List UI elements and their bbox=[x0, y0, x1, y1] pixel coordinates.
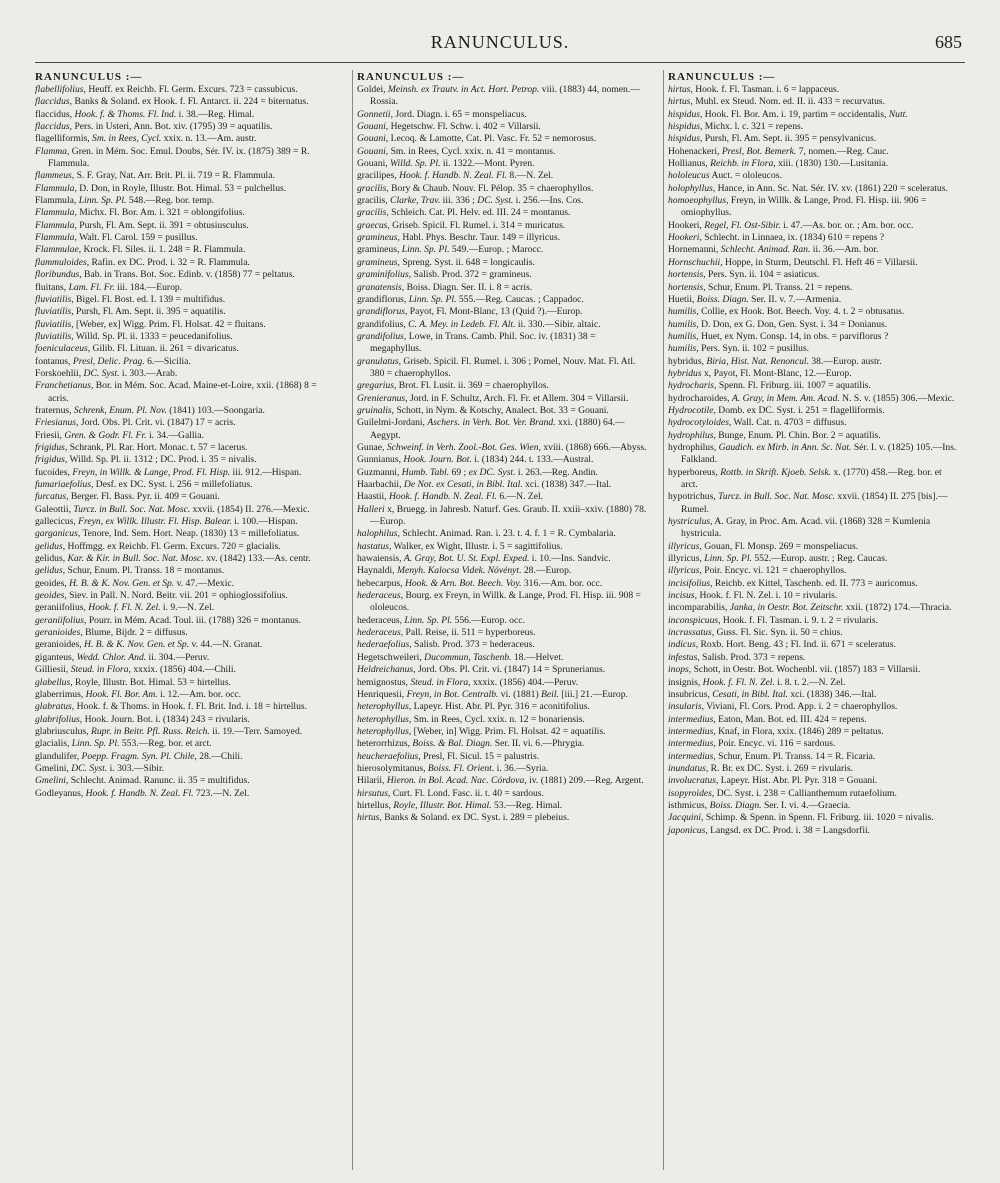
list-item: hederaceus, Pall. Reise, ii. 511 = hyperboreus. bbox=[357, 627, 536, 639]
list-item: Hornschuchii, Hoppe, in Sturm, Deutschl. Fl. Heft 46 = Villarsii. bbox=[668, 256, 918, 268]
list-item: gruinalis, Schott, in Nym. & Kotschy, Analect. Bot. 33 = Gouani. bbox=[357, 404, 609, 416]
list-item: insignis, Hook. f. Fl. N. Zel. i. 8. t. 2.—N. Zel. bbox=[668, 676, 846, 688]
column-heading: RANUNCULUS :— bbox=[35, 71, 143, 83]
list-item: illyricus, Poir. Encyc. vi. 121 = chaerophyllos. bbox=[668, 565, 847, 577]
list-item: geranioides, Blume, Bijdr. 2 = diffusus. bbox=[35, 627, 188, 639]
list-item: hirsutus, Curt. Fl. Lond. Fasc. ii. t. 40 = sardous. bbox=[357, 787, 544, 799]
list-item: gracilis, Clarke, Trav. iii. 336 ; DC. Syst. i. 256.—Ins. Cos. bbox=[357, 195, 584, 207]
list-item: hololeucus Auct. = ololeucos. bbox=[668, 170, 782, 182]
list-item: hydrophilus, Bunge, Enum. Pl. Chin. Bor. 2 = aquatilis. bbox=[668, 429, 881, 441]
list-item: insularis, Viviani, Fl. Cors. Prod. App. i. 2 = chaerophyllos. bbox=[668, 701, 898, 713]
list-item: graecus, Griseb. Spicil. Fl. Rumel. i. 314 = muricatus. bbox=[357, 219, 566, 231]
list-item: fluviatilis, Willd. Sp. Pl. ii. 1333 = peucedanifolius. bbox=[35, 330, 233, 342]
list-item: hederaceus, Bourg. ex Freyn, in Willk. & Lange, Prod. Fl. Hisp. iii. 908 = ololeucos. bbox=[357, 590, 641, 614]
list-item: Forskoehlii, DC. Syst. i. 303.—Arab. bbox=[35, 367, 178, 379]
column-3 bbox=[663, 70, 958, 1170]
list-item: indicus, Roxb. Hort. Beng. 43 ; Fl. Ind. ii. 671 = sceleratus. bbox=[668, 639, 896, 651]
list-item: gramineus, Spreng. Syst. ii. 648 = longicaulis. bbox=[357, 256, 535, 268]
list-item: Hegetschweileri, Ducommun, Taschenb. 18.—Helvet. bbox=[357, 651, 564, 663]
list-item: gramineus, Linn. Sp. Pl. 549.—Europ. ; Marocc. bbox=[357, 244, 544, 256]
list-item: gelidus, Kar. & Kir. in Bull. Soc. Nat. Mosc. xv. (1842) 133.—As. centr. bbox=[35, 553, 311, 565]
list-item: glacialis, Linn. Sp. Pl. 553.—Reg. bor. et arct. bbox=[35, 738, 212, 750]
list-item: hypotrichus, Turcz. in Bull. Soc. Nat. Mosc. xxvii. (1854) II. 275 [bis].—Rumel. bbox=[668, 491, 948, 515]
list-item: flammeus, S. F. Gray, Nat. Arr. Brit. Pl. ii. 719 = R. Flammula. bbox=[35, 170, 275, 182]
list-item: Haastii, Hook. f. Handb. N. Zeal. Fl. 6.—N. Zel. bbox=[357, 491, 544, 503]
list-item: hederaefolius, Salisb. Prod. 373 = hederaceus. bbox=[357, 639, 535, 651]
column-heading: RANUNCULUS :— bbox=[668, 71, 776, 83]
list-item: Heldreichanus, Jord. Obs. Pl. Crit. vi. (1847) 14 = Sprunerianus. bbox=[357, 664, 606, 676]
entry-list bbox=[357, 84, 647, 825]
list-item: incisifolius, Reichb. ex Kittel, Taschenb. ed. II. 773 = auricomus. bbox=[668, 577, 918, 589]
list-item: hortensis, Schur, Enum. Pl. Transs. 21 = repens. bbox=[668, 281, 853, 293]
list-item: hirtus, Muhl. ex Steud. Nom. ed. II. ii. 433 = recurvatus. bbox=[668, 96, 885, 108]
list-item: hispidus, Michx. l. c. 321 = repens. bbox=[668, 121, 804, 133]
list-item: Hilarii, Hieron. in Bol. Acad. Nac. Córdova, iv. (1881) 209.—Reg. Argent. bbox=[357, 775, 644, 787]
list-item: flaccidus, Pers. in Usteri, Ann. Bot. xiv. (1795) 39 = aquatilis. bbox=[35, 121, 273, 133]
list-item: humilis, Huet, ex Nym. Consp. 14, in obs. = parviflorus ? bbox=[668, 330, 889, 342]
list-item: Flammula, Michx. Fl. Bor. Am. i. 321 = oblongifolius. bbox=[35, 207, 245, 219]
list-item: geoides, H. B. & K. Nov. Gen. et Sp. v. 47.—Mexic. bbox=[35, 577, 235, 589]
list-item: glabratus, Hook. f. & Thoms. in Hook. f. Fl. Brit. Ind. i. 18 = hirtellus. bbox=[35, 701, 308, 713]
list-item: infestus, Salisb. Prod. 373 = repens. bbox=[668, 651, 806, 663]
list-item: geraniifolius, Hook. f. Fl. N. Zel. i. 9.—N. Zel. bbox=[35, 602, 215, 614]
list-item: humilis, Pers. Syn. ii. 102 = pusillus. bbox=[668, 343, 810, 355]
list-item: heterophyllus, Lapeyr. Hist. Abr. Pl. Pyr. 316 = aconitifolius. bbox=[357, 701, 590, 713]
list-item: Flammula, Pursh, Fl. Am. Sept. ii. 391 = obtusiusculus. bbox=[35, 219, 249, 231]
list-item: furcatus, Berger. Fl. Bass. Pyr. ii. 409 = Gouani. bbox=[35, 491, 220, 503]
list-item: Franchetianus, Bor. in Mém. Soc. Acad. Maine-et-Loire, xxii. (1868) 8 = acris. bbox=[35, 380, 317, 404]
list-item: gracilipes, Hook. f. Handb. N. Zeal. Fl. 8.—N. Zel. bbox=[357, 170, 554, 182]
list-item: fumariaefolius, Desf. ex DC. Syst. i. 256 = millefoliatus. bbox=[35, 479, 253, 490]
page-number: 685 bbox=[935, 32, 962, 52]
list-item: intermedius, Knaf, in Flora, xxix. (1846) 289 = peltatus. bbox=[668, 725, 884, 737]
list-item: fluviatilis, Bigel. Fl. Bost. ed. I. 139 = multifidus. bbox=[35, 293, 226, 305]
list-item: hastatus, Walker, ex Wight, Illustr. i. 5 = sagittifolius. bbox=[357, 540, 563, 552]
header-rule bbox=[35, 62, 965, 63]
list-item: floribundus, Bab. in Trans. Bot. Soc. Edinb. v. (1858) 77 = peltatus. bbox=[35, 269, 295, 281]
list-item: Gonnetii, Jord. Diagn. i. 65 = monspeliacus. bbox=[357, 108, 527, 120]
list-item: fraternus, Schrenk, Enum. Pl. Nov. (1841) 103.—Soongaria. bbox=[35, 404, 265, 416]
list-item: insubricus, Cesati, in Bibl. Ital. xci. (1838) 346.—Ital. bbox=[668, 688, 877, 700]
list-item: illyricus, Gouan, Fl. Monsp. 269 = monspeliacus. bbox=[668, 540, 859, 552]
list-item: Hollianus, Reichb. in Flora, xiii. (1830) 130.—Lusitania. bbox=[668, 158, 889, 170]
list-item: Friesii, Gren. & Godr. Fl. Fr. i. 34.—Gallia. bbox=[35, 429, 204, 441]
list-item: incrassatus, Guss. Fl. Sic. Syn. ii. 50 = chius. bbox=[668, 627, 843, 639]
list-item: hybridus, Biria, Hist. Nat. Renoncul. 38.—Europ. austr. bbox=[668, 355, 882, 367]
list-item: frigidus, Schrank, Pl. Rar. Hort. Monac. t. 57 = lacerus. bbox=[35, 441, 248, 453]
list-item: hederaceus, Linn. Sp. Pl. 556.—Europ. occ. bbox=[357, 614, 525, 626]
list-item: hydrocharis, Spenn. Fl. Friburg. iii. 1007 = aquatilis. bbox=[668, 380, 871, 392]
list-item: heucheraefolius, Presl, Fl. Sicul. 15 = palustris. bbox=[357, 750, 540, 762]
list-item: heterorrhizus, Boiss. & Bal. Diagn. Ser. II. vi. 6.—Phrygia. bbox=[357, 738, 585, 750]
column-2 bbox=[352, 70, 647, 1170]
list-item: grandiflorus, Payot, Fl. Mont-Blanc, 13 (Quid ?).—Europ. bbox=[357, 306, 583, 318]
list-item: Gmelini, Schlecht. Animad. Ranunc. ii. 35 = multifidus. bbox=[35, 775, 250, 787]
list-item: flaccidus, Hook. f. & Thoms. Fl. Ind. i. 38.—Reg. Himal. bbox=[35, 108, 255, 120]
list-item: hirtellus, Royle, Illustr. Bot. Himal. 53.—Reg. Himal. bbox=[357, 799, 563, 811]
list-item: japonicus, Langsd. ex DC. Prod. i. 38 = Langsdorfii. bbox=[668, 824, 871, 836]
list-item: Goldei, Meinsh. ex Trautv. in Act. Hort. Petrop. viii. (1883) 44, nomen.—Rossia. bbox=[357, 84, 640, 108]
list-item: inundatus, R. Br. ex DC. Syst. i. 269 = rivularis. bbox=[668, 762, 854, 774]
column-heading: RANUNCULUS :— bbox=[357, 71, 465, 83]
list-item: hispidus, Pursh, Fl. Am. Sept. ii. 395 = pensylvanicus. bbox=[668, 133, 877, 145]
list-item: flammuloides, Rafin. ex DC. Prod. i. 32 = R. Flammula. bbox=[35, 256, 250, 268]
list-item: foeniculaceus, Gilib. Fl. Lituan. ii. 261 = divaricatus. bbox=[35, 343, 239, 355]
list-item: hawaiensis, A. Gray, Bot. U. St. Expl. Exped. i. 10.—Ins. Sandvic. bbox=[357, 553, 611, 565]
list-item: fluitans, Lam. Fl. Fr. iii. 184.—Europ. bbox=[35, 281, 183, 293]
list-item: holophyllus, Hance, in Ann. Sc. Nat. Sér. IV. xv. (1861) 220 = sceleratus. bbox=[668, 182, 948, 194]
list-item: hebecarpus, Hook. & Arn. Bot. Beech. Voy. 316.—Am. bor. occ. bbox=[357, 577, 603, 589]
list-item: grandifolius, Lowe, in Trans. Camb. Phil. Soc. iv. (1831) 38 = megaphyllus. bbox=[357, 330, 596, 355]
list-item: incisus, Hook. f. Fl. N. Zel. i. 10 = rivularis. bbox=[668, 590, 838, 602]
list-item: grandiflorus, Linn. Sp. Pl. 555.—Reg. Caucas. ; Cappadoc. bbox=[357, 293, 584, 305]
list-item: hydrophilus, Gaudich. ex Mirb. in Ann. Sc. Nat. Sér. I. v. (1825) 105.—Ins. Falkland. bbox=[668, 441, 957, 466]
list-item: Gouani, Lecoq. & Lamotte, Cat. Pl. Vasc. Fr. 52 = nemorosus. bbox=[357, 133, 597, 145]
list-item: Friesianus, Jord. Obs. Pl. Crit. vi. (1847) 17 = acris. bbox=[35, 417, 236, 429]
list-item: gracilis, Bory & Chaub. Nouv. Fl. Pélop. 35 = chaerophyllos. bbox=[357, 182, 594, 194]
list-item: Huetii, Boiss. Diagn. Ser. II. v. 7.—Armenia. bbox=[668, 293, 842, 305]
list-item: inconspicuus, Hook. f. Fl. Tasman. i. 9. t. 2 = rivularis. bbox=[668, 614, 879, 626]
list-item: Guzmanni, Humb. Tabl. 69 ; ex DC. Syst. i. 263.—Reg. Andin. bbox=[357, 466, 598, 478]
list-item: hyperboreus, Rottb. in Skrift. Kjoeb. Selsk. x. (1770) 458.—Reg. bor. et arct. bbox=[668, 466, 942, 490]
list-item: glabellus, Royle, Illustr. Bot. Himal. 53 = hirtellus. bbox=[35, 676, 231, 688]
list-item: Hookeri, Regel, Fl. Ost-Sibir. i. 47.—As. bor. or. ; Am. bor. occ. bbox=[668, 219, 914, 231]
list-item: Hornemanni, Schlecht. Animad. Ran. ii. 36.—Am. bor. bbox=[668, 244, 879, 256]
list-item: halophilus, Schlecht. Animad. Ran. i. 23. t. 4. f. 1 = R. Cymbalaria. bbox=[357, 528, 616, 540]
list-item: homoeophyllus, Freyn, in Willk. & Lange, Prod. Fl. Hisp. iii. 906 = omiophyllus. bbox=[668, 195, 927, 219]
list-item: fucoides, Freyn, in Willk. & Lange, Prod. Fl. Hisp. iii. 912.—Hispan. bbox=[35, 466, 302, 478]
list-item: garganicus, Tenore, Ind. Sem. Hort. Neap. (1830) 13 = millefoliatus. bbox=[35, 528, 300, 540]
list-item: Hohenackeri, Presl, Bot. Bemerk. 7, nomen.—Reg. Cauc. bbox=[668, 145, 889, 157]
list-item: fluviatilis, Pursh, Fl. Am. Sept. ii. 395 = aquatilis. bbox=[35, 306, 226, 318]
list-item: hirtus, Banks & Soland. ex DC. Syst. i. 289 = plebeius. bbox=[357, 812, 570, 824]
list-item: Haarbachii, De Not. ex Cesati, in Bibl. Ital. xci. (1838) 347.—Ital. bbox=[357, 479, 612, 490]
list-item: Gouani, Sm. in Rees, Cycl. xxix. n. 41 = montanus. bbox=[357, 145, 556, 157]
list-item: glabrifolius, Hook. Journ. Bot. i. (1834) 243 = rivularis. bbox=[35, 713, 250, 725]
list-item: Haynaldi, Menyh. Kalocsa Videk. Növényt. 28.—Europ. bbox=[357, 565, 572, 577]
list-item: heterophyllus, Sm. in Rees, Cycl. xxix. n. 12 = bonariensis. bbox=[357, 713, 585, 725]
list-item: Henriquesii, Freyn, in Bot. Centralb. vi. (1881) Beil. [iii.] 21.—Europ. bbox=[357, 688, 628, 700]
list-item: glandulifer, Poepp. Fragm. Syn. Pl. Chile, 28.—Chili. bbox=[35, 750, 243, 762]
list-item: flagelliformis, Sm. in Rees, Cycl. xxix. n. 13.—Am. austr. bbox=[35, 133, 257, 145]
list-item: gracilis, Schleich. Cat. Pl. Helv. ed. III. 24 = montanus. bbox=[357, 207, 571, 219]
list-item: geraniifolius, Pourr. in Mém. Acad. Toul. iii. (1788) 326 = montanus. bbox=[35, 614, 301, 626]
list-item: Jacquini, Schimp. & Spenn. in Spenn. Fl. Friburg. iii. 1020 = nivalis. bbox=[668, 812, 934, 824]
list-item: humilis, Collie, ex Hook. Bot. Beech. Voy. 4. t. 2 = obtusatus. bbox=[668, 306, 905, 318]
list-item: grandifolius, C. A. Mey. in Ledeb. Fl. Alt. ii. 330.—Sibir. altaic. bbox=[357, 318, 601, 330]
list-item: hierosolymitanus, Boiss. Fl. Orient. i. 36.—Syria. bbox=[357, 762, 549, 774]
list-item: hortensis, Pers. Syn. ii. 104 = asiaticus. bbox=[668, 269, 820, 281]
list-item: gelidus, Hoffmgg. ex Reichb. Fl. Germ. Excurs. 720 = glacialis. bbox=[35, 540, 281, 552]
list-item: frigidus, Willd. Sp. Pl. ii. 1312 ; DC. Prod. i. 35 = nivalis. bbox=[35, 454, 257, 466]
list-item: hystriculus, A. Gray, in Proc. Am. Acad. vii. (1868) 328 = Kumlenia hystricula. bbox=[668, 516, 931, 540]
entry-list bbox=[35, 84, 329, 800]
list-item: intermedius, Eaton, Man. Bot. ed. III. 424 = repens. bbox=[668, 713, 867, 725]
list-item: inops, Schott, in Oestr. Bot. Wochenbl. vii. (1857) 183 = Villarsii. bbox=[668, 664, 921, 676]
list-item: graminifolius, Salisb. Prod. 372 = gramineus. bbox=[357, 269, 532, 281]
list-item: illyricus, Linn. Sp. Pl. 552.—Europ. austr. ; Reg. Caucas. bbox=[668, 553, 888, 565]
list-item: granulatus, Griseb. Spicil. Fl. Rumel. i. 306 ; Pomel, Nouv. Mat. Fl. Atl. 380 = chaerophyllos. bbox=[357, 355, 636, 379]
list-item: granatensis, Boiss. Diagn. Ser. II. i. 8 = acris. bbox=[357, 281, 533, 293]
list-item: geranioides, H. B. & K. Nov. Gen. et Sp. v. 44.—N. Granat. bbox=[35, 639, 263, 651]
list-item: Hookeri, Schlecht. in Linnaea, ix. (1834) 610 = repens ? bbox=[668, 232, 885, 244]
list-item: involucratus, Lapeyr. Hist. Abr. Pl. Pyr. 318 = Gouani. bbox=[668, 775, 878, 787]
list-item: hybridus x, Payot, Fl. Mont-Blanc, 12.—Europ. bbox=[668, 367, 852, 379]
list-item: hispidus, Hook. Fl. Bor. Am. i. 19, partim = occidentalis, Nutt. bbox=[668, 108, 908, 120]
list-item: hydrocotyloides, Wall. Cat. n. 4703 = diffusus. bbox=[668, 417, 847, 429]
list-item: intermedius, Schur, Enum. Pl. Transs. 14 = R. Ficaria. bbox=[668, 750, 876, 762]
list-item: incomparabilis, Janka, in Oestr. Bot. Zeitschr. xxii. (1872) 174.—Thracia. bbox=[668, 602, 952, 614]
list-item: gregarius, Brot. Fl. Lusit. ii. 369 = chaerophyllos. bbox=[357, 380, 549, 392]
list-item: Hydrocotile, Domb. ex DC. Syst. i. 251 = flagelliformis. bbox=[668, 404, 885, 416]
list-item: Gunae, Schweinf. in Verh. Zool.-Bot. Ges. Wien, xviii. (1868) 666.—Abyss. bbox=[357, 441, 647, 453]
list-item: Grenieranus, Jord. in F. Schultz, Arch. Fl. Fr. et Allem. 304 = Villarsii. bbox=[357, 392, 629, 404]
entry-list bbox=[668, 84, 958, 837]
list-item: Gunnianus, Hook. Journ. Bot. i. (1834) 244. t. 133.—Austral. bbox=[357, 454, 594, 466]
page-title: RANUNCULUS. bbox=[430, 32, 570, 52]
list-item: giganteus, Wedd. Chlor. And. ii. 304.—Peruv. bbox=[35, 651, 210, 663]
list-item: Flammula, Linn. Sp. Pl. 548.—Reg. bor. temp. bbox=[35, 195, 215, 207]
list-item: hemignostus, Steud. in Flora, xxxix. (1856) 404.—Peruv. bbox=[357, 676, 579, 688]
list-item: gramineus, Habl. Phys. Beschr. Taur. 149 = illyricus. bbox=[357, 232, 561, 244]
list-item: glaberrimus, Hook. Fl. Bor. Am. i. 12.—Am. bor. occ. bbox=[35, 688, 242, 700]
list-item: gelidus, Schur, Enum. Pl. Transs. 18 = montanus. bbox=[35, 565, 225, 577]
list-item: flaccidus, Banks & Soland. ex Hook. f. Fl. Antarct. ii. 224 = biternatus. bbox=[35, 96, 309, 108]
list-item: fontanus, Presl, Delic. Prag. 6.—Sicilia. bbox=[35, 355, 191, 367]
list-item: Godleyanus, Hook. f. Handb. N. Zeal. Fl. 723.—N. Zel. bbox=[35, 787, 250, 799]
list-item: hirtus, Hook. f. Fl. Tasman. i. 6 = lappaceus. bbox=[668, 84, 840, 95]
list-item: isopyroides, DC. Syst. i. 238 = Callianthemum rutaefolium. bbox=[668, 787, 897, 799]
list-item: Gouani, Hegetschw. Fl. Schw. i. 402 = Villarsii. bbox=[357, 121, 541, 133]
column-1 bbox=[35, 70, 329, 1170]
list-item: Flammula, D. Don, in Royle, Illustr. Bot. Himal. 53 = pulchellus. bbox=[35, 182, 287, 194]
list-item: Halleri x, Bruegg. in Jahresb. Naturf. Ges. Graub. II. xxiii–xxiv. (1880) 78.—Europ. bbox=[357, 503, 647, 528]
list-item: Guilelmi-Jordani, Aschers. in Verh. Bot. Ver. Brand. xxi. (1880) 64.—Aegypt. bbox=[357, 417, 625, 441]
list-item: heterophyllus, [Weber, in] Wigg. Prim. Fl. Holsat. 42 = aquatilis. bbox=[357, 725, 606, 737]
list-item: humilis, D. Don, ex G. Don, Gen. Syst. i. 34 = Donianus. bbox=[668, 318, 888, 330]
list-item: Galeottii, Turcz. in Bull. Soc. Nat. Mosc. xxvii. (1854) II. 276.—Mexic. bbox=[35, 503, 310, 515]
list-item: flabellifolius, Heuff. ex Reichb. Fl. Germ. Excurs. 723 = cassubicus. bbox=[35, 84, 298, 95]
list-item: Flammulae, Krock. Fl. Siles. ii. 1. 248 = R. Flammula. bbox=[35, 244, 246, 256]
list-item: intermedius, Poir. Encyc. vi. 116 = sardous. bbox=[668, 738, 836, 750]
list-item: Flammula, Walt. Fl. Carol. 159 = pusillus. bbox=[35, 232, 198, 244]
list-item: fluviatilis, [Weber, ex] Wigg. Prim. Fl. Holsat. 42 = fluitans. bbox=[35, 318, 266, 330]
list-item: Gmelini, DC. Syst. i. 303.—Sibir. bbox=[35, 762, 165, 774]
list-item: glabriusculus, Rupr. in Beitr. Pfl. Russ. Reich. ii. 19.—Terr. Samoyed. bbox=[35, 725, 303, 737]
list-item: hydrocharoides, A. Gray, in Mem. Am. Acad. N. S. v. (1855) 306.—Mexic. bbox=[668, 392, 955, 404]
list-item: Flamma, Gren. in Mém. Soc. Emul. Doubs, Sér. IV. ix. (1875) 389 = R. Flammula. bbox=[35, 145, 310, 170]
list-item: geoides, Siev. in Pall. N. Nord. Beitr. vii. 201 = ophioglossifolius. bbox=[35, 590, 288, 602]
list-item: isthmicus, Boiss. Diagn. Ser. I. vi. 4.—Graecia. bbox=[668, 799, 851, 811]
list-item: Gilliesii, Steud. in Flora, xxxix. (1856) 404.—Chili. bbox=[35, 664, 236, 676]
list-item: Gouani, Willd. Sp. Pl. ii. 1322.—Mont. Pyren. bbox=[357, 158, 535, 170]
list-item: gallecicus, Freyn, ex Willk. Illustr. Fl. Hisp. Balear. i. 100.—Hispan. bbox=[35, 516, 298, 528]
